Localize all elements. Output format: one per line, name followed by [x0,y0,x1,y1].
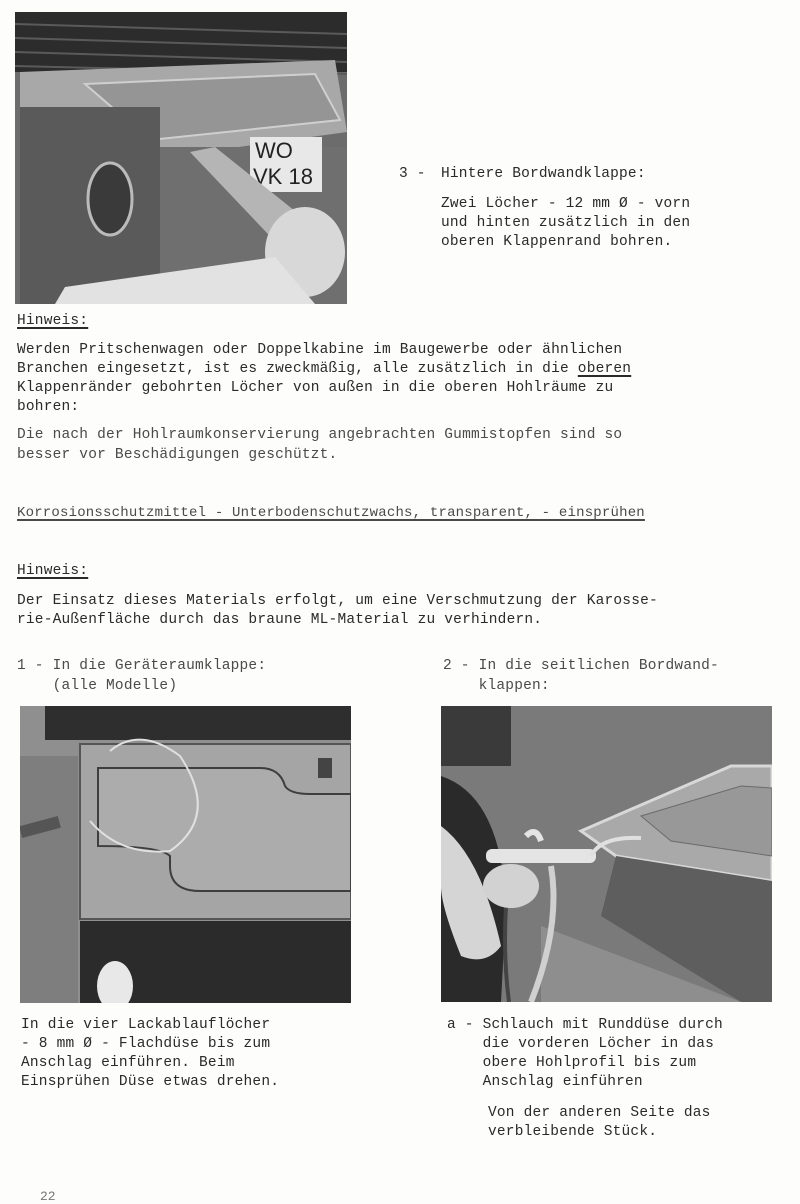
photo-bordwandklappe-spraying-graphic [441,706,772,1002]
step2-title-line-1: 2 - In die seitlichen Bordwand- [443,658,719,674]
step2-item-a-line-3: obere Hohlprofil bis zum [447,1055,697,1071]
step2-item-a-line-1: a - Schlauch mit Runddüse durch [447,1017,723,1033]
hinweis-1-line-2-text: Branchen eingesetzt, ist es zweckmäßig, alle zusätzlich in die [17,361,578,377]
step1-title-line-2: (alle Modelle) [17,678,178,694]
hinweis-1-line-4: bohren: [17,399,80,415]
step3-number: 3 - [399,166,426,182]
step2-item-a-line-2: die vorderen Löcher in das [447,1036,715,1052]
plate-text-2: VK 18 [253,164,313,189]
hinweis-1-line-1: Werden Pritschenwagen oder Doppelkabine im Baugewerbe oder ähnlichen [17,342,623,358]
hinweis-1-heading: Hinweis: [17,313,89,329]
photo-geraeteraumklappe [20,706,351,1003]
photo-bordwandklappe-spraying [441,706,772,1002]
hinweis-2-line-1: Der Einsatz dieses Materials erfolgt, um eine Verschmutzung der Karosse- [17,593,658,609]
hinweis-1-para-2-line-1: Die nach der Hohlraumkonservierung angebrachten Gummistopfen sind so [17,427,623,443]
step3-title: Hintere Bordwandklappe: [441,166,646,182]
hinweis-1-emphasis-oberen: oberen [577,361,632,377]
step2-item-a-line-4: Anschlag einführen [447,1074,643,1090]
step1-desc-line-1: In die vier Lackablauflöcher [21,1017,271,1033]
photo-tailgate-drilling-graphic [15,12,347,304]
photo-tailgate-drilling [15,12,347,304]
hinweis-1-line-2 [17,359,631,379]
step3-line-1: Zwei Löcher - 12 mm Ø - vorn [441,196,691,212]
hinweis-2-line-2: rie-Außenfläche durch das braune ML-Material zu verhindern. [17,612,543,628]
step1-desc-line-3: Anschlag einführen. Beim [21,1055,235,1071]
step1-desc-line-2: - 8 mm Ø - Flachdüse bis zum [21,1036,271,1052]
step2-note-line-2: verbleibende Stück. [488,1124,658,1140]
hinweis-2-heading: Hinweis: [17,563,89,579]
step1-desc-line-4: Einsprühen Düse etwas drehen. [21,1074,280,1090]
photo-geraeteraumklappe-graphic [20,706,351,1003]
step1-title-line-1: 1 - In die Geräteraumklappe: [17,658,267,674]
plate-text-1: WO [255,138,293,163]
step2-note-line-1: Von der anderen Seite das [488,1105,711,1121]
section-heading: Korrosionsschutzmittel - Unterbodenschutzwachs, transparent, - einsprühen [17,505,645,521]
step3-line-3: oberen Klappenrand bohren. [441,234,673,250]
hinweis-1-para-2-line-2: besser vor Beschädigungen geschützt. [17,447,338,463]
hinweis-1-line-3: Klappenränder gebohrten Löcher von außen in die oberen Hohlräume zu [17,380,614,396]
step3-line-2: und hinten zusätzlich in den [441,215,691,231]
step2-title-line-2: klappen: [443,678,550,694]
page-number: 22 [40,1189,56,1204]
